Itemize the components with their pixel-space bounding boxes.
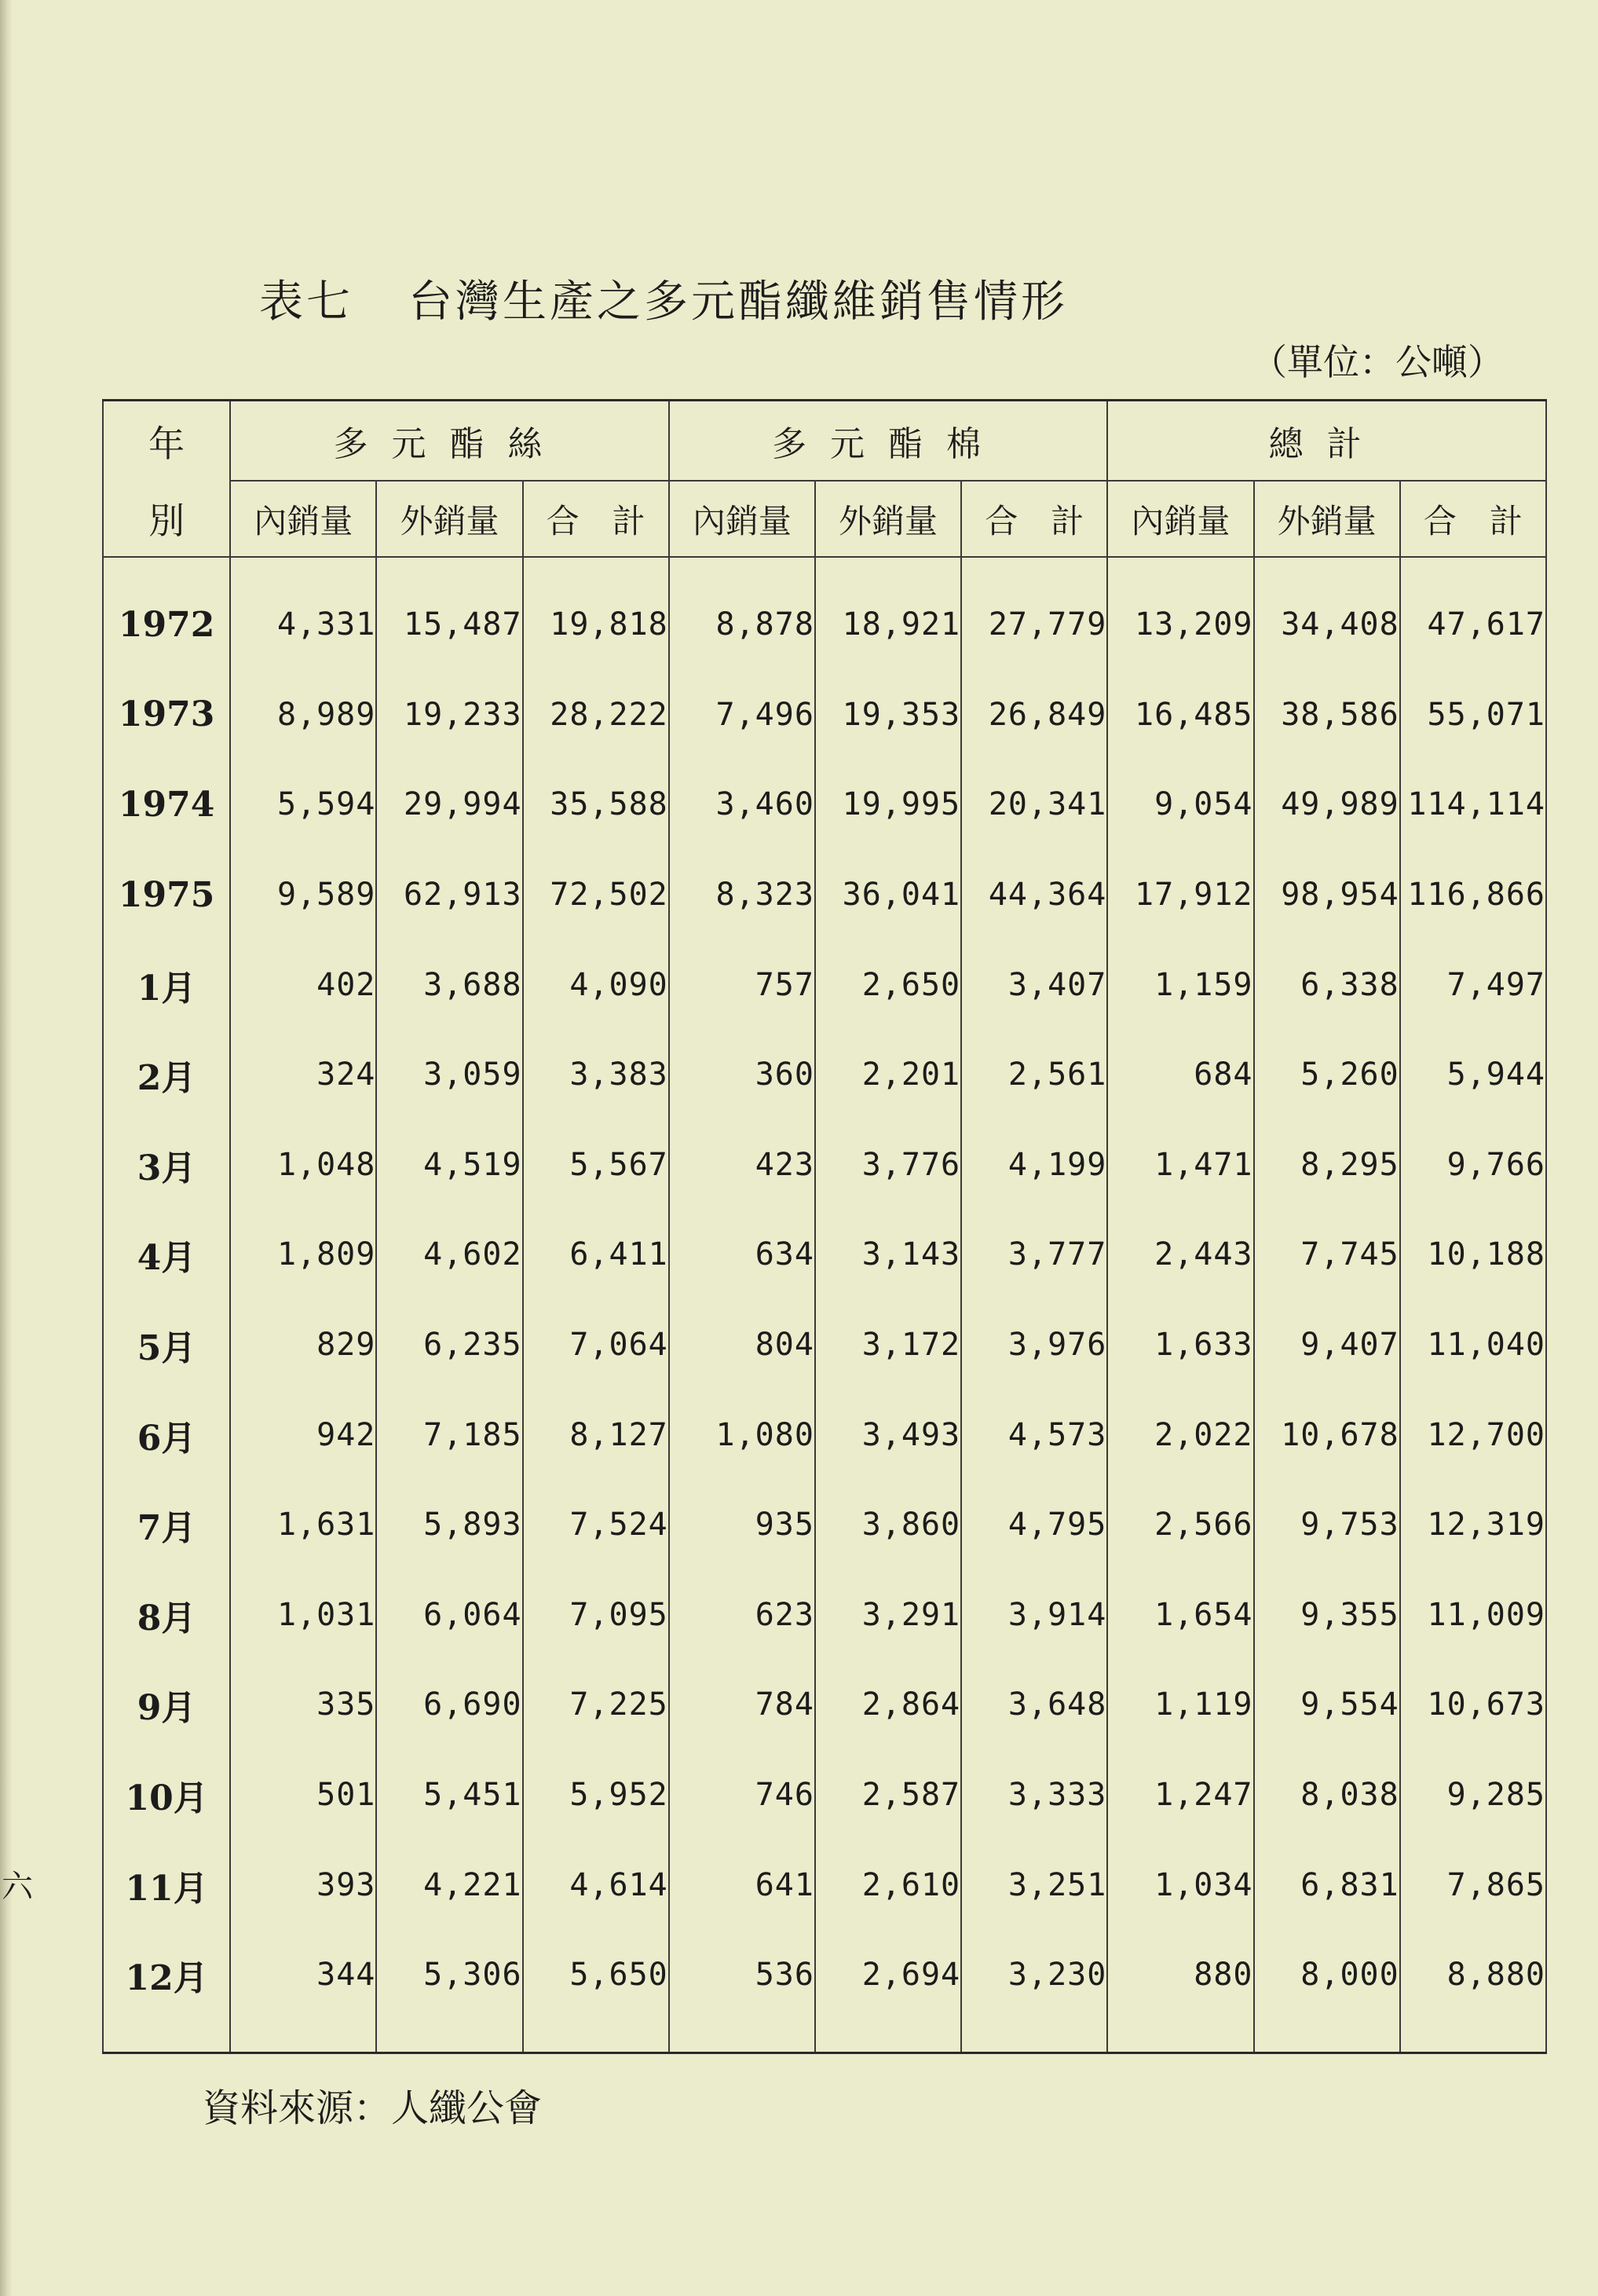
table-header	[103, 401, 1546, 558]
table-row	[103, 1390, 1546, 1480]
table-row	[103, 1210, 1546, 1300]
table-cell: 829	[230, 1300, 376, 1390]
unit-label: （單位：公噸）	[1251, 341, 1504, 383]
row-label: 6月	[103, 1390, 230, 1480]
sub-header: 外銷量	[376, 481, 522, 557]
table-cell: 3,688	[376, 939, 522, 1030]
table-cell: 9,766	[1400, 1120, 1546, 1210]
sub-header: 合 計	[1400, 481, 1546, 557]
table-cell: 784	[669, 1660, 815, 1750]
table-cell: 1,471	[1107, 1120, 1253, 1210]
table-cell: 3,230	[961, 1930, 1107, 2020]
table-cell: 12,319	[1400, 1480, 1546, 1570]
table-cell: 501	[230, 1750, 376, 1840]
table-cell: 1,809	[230, 1210, 376, 1300]
table-cell: 9,753	[1254, 1480, 1400, 1570]
table-cell: 29,994	[376, 760, 522, 850]
table-cell: 3,333	[961, 1750, 1107, 1840]
empty-cell	[1400, 2020, 1546, 2053]
table-cell: 9,054	[1107, 760, 1253, 850]
table-cell: 5,567	[523, 1120, 669, 1210]
table-cell: 27,779	[961, 557, 1107, 670]
group-header-total: 總計	[1107, 401, 1546, 482]
table-cell: 4,614	[523, 1840, 669, 1930]
table-cell: 1,034	[1107, 1840, 1253, 1930]
row-label: 8月	[103, 1570, 230, 1661]
table-cell: 8,000	[1254, 1930, 1400, 2020]
table-cell: 6,411	[523, 1210, 669, 1300]
table-cell: 1,119	[1107, 1660, 1253, 1750]
table-cell: 3,383	[523, 1030, 669, 1120]
table-cell: 20,341	[961, 760, 1107, 850]
table-cell: 34,408	[1254, 557, 1400, 670]
table-cell: 7,745	[1254, 1210, 1400, 1300]
table-cell: 935	[669, 1480, 815, 1570]
row-label: 1973	[103, 670, 230, 760]
table-cell: 804	[669, 1300, 815, 1390]
table-cell: 7,225	[523, 1660, 669, 1750]
table-cell: 8,989	[230, 670, 376, 760]
table-cell: 36,041	[815, 850, 961, 940]
row-label: 5月	[103, 1300, 230, 1390]
table-cell: 12,700	[1400, 1390, 1546, 1480]
sub-header: 內銷量	[230, 481, 376, 557]
table-cell: 116,866	[1400, 850, 1546, 940]
table-cell: 6,831	[1254, 1840, 1400, 1930]
table-cell: 5,650	[523, 1930, 669, 2020]
table-cell: 7,865	[1400, 1840, 1546, 1930]
sub-header: 內銷量	[669, 481, 815, 557]
table-cell: 2,566	[1107, 1480, 1253, 1570]
table-row	[103, 1480, 1546, 1570]
row-label: 10月	[103, 1750, 230, 1840]
table-cell: 684	[1107, 1030, 1253, 1120]
table-cell: 10,673	[1400, 1660, 1546, 1750]
row-label: 3月	[103, 1120, 230, 1210]
table-row	[103, 1750, 1546, 1840]
table-cell: 746	[669, 1750, 815, 1840]
table-cell: 344	[230, 1930, 376, 2020]
year-header-top: 年	[103, 401, 230, 482]
table-cell: 9,407	[1254, 1300, 1400, 1390]
table-cell: 13,209	[1107, 557, 1253, 670]
table-cell: 44,364	[961, 850, 1107, 940]
table-cell: 1,080	[669, 1390, 815, 1480]
table-cell: 8,038	[1254, 1750, 1400, 1840]
table-cell: 3,172	[815, 1300, 961, 1390]
empty-cell	[815, 2020, 961, 2053]
sub-header: 內銷量	[1107, 481, 1253, 557]
table-cell: 10,678	[1254, 1390, 1400, 1480]
table-cell: 4,199	[961, 1120, 1107, 1210]
table-cell: 942	[230, 1390, 376, 1480]
table-cell: 4,331	[230, 557, 376, 670]
table-cell: 7,095	[523, 1570, 669, 1661]
table-cell: 3,291	[815, 1570, 961, 1661]
page-number: 六	[2, 1869, 33, 1905]
table-number: 表七	[259, 276, 353, 328]
table-cell: 8,295	[1254, 1120, 1400, 1210]
table-cell: 9,589	[230, 850, 376, 940]
table-cell: 641	[669, 1840, 815, 1930]
table-cell: 47,617	[1400, 557, 1546, 670]
group-header-staple: 多元酯棉	[669, 401, 1108, 482]
table-cell: 402	[230, 939, 376, 1030]
table-cell: 26,849	[961, 670, 1107, 760]
empty-cell	[961, 2020, 1107, 2053]
table-cell: 4,795	[961, 1480, 1107, 1570]
table-cell: 1,247	[1107, 1750, 1253, 1840]
table-cell: 757	[669, 939, 815, 1030]
table-cell: 3,059	[376, 1030, 522, 1120]
table-row	[103, 557, 1546, 670]
table-cell: 114,114	[1400, 760, 1546, 850]
table-cell: 5,451	[376, 1750, 522, 1840]
row-label: 4月	[103, 1210, 230, 1300]
sub-header: 外銷量	[1254, 481, 1400, 557]
table-cell: 634	[669, 1210, 815, 1300]
row-label: 2月	[103, 1030, 230, 1120]
empty-cell	[1254, 2020, 1400, 2053]
table-cell: 3,493	[815, 1390, 961, 1480]
table-cell: 4,519	[376, 1120, 522, 1210]
table-cell: 49,989	[1254, 760, 1400, 850]
table-cell: 3,776	[815, 1120, 961, 1210]
table-cell: 11,040	[1400, 1300, 1546, 1390]
table-cell: 15,487	[376, 557, 522, 670]
table-cell: 2,650	[815, 939, 961, 1030]
table-cell: 11,009	[1400, 1570, 1546, 1661]
table-cell: 623	[669, 1570, 815, 1661]
table-row	[103, 1030, 1546, 1120]
table-cell: 7,064	[523, 1300, 669, 1390]
table-cell: 55,071	[1400, 670, 1546, 760]
table-body	[103, 557, 1546, 2052]
table-cell: 9,355	[1254, 1570, 1400, 1661]
table-cell: 19,353	[815, 670, 961, 760]
table-cell: 2,864	[815, 1660, 961, 1750]
table-cell: 6,338	[1254, 939, 1400, 1030]
table-cell: 4,090	[523, 939, 669, 1030]
table-cell: 7,496	[669, 670, 815, 760]
source-note: 資料來源：人纖公會	[203, 2086, 543, 2130]
empty-cell	[376, 2020, 522, 2053]
table-row	[103, 1300, 1546, 1390]
sales-table	[102, 399, 1547, 2054]
table-cell: 5,306	[376, 1930, 522, 2020]
table-cell: 3,914	[961, 1570, 1107, 1661]
row-label: 1972	[103, 557, 230, 670]
table-cell: 10,188	[1400, 1210, 1546, 1300]
table-cell: 5,594	[230, 760, 376, 850]
table-cell: 880	[1107, 1930, 1253, 2020]
page-edge-shadow	[0, 0, 13, 2296]
table-cell: 1,633	[1107, 1300, 1253, 1390]
table-cell: 5,952	[523, 1750, 669, 1840]
table-cell: 1,048	[230, 1120, 376, 1210]
table-row	[103, 1570, 1546, 1661]
table-cell: 335	[230, 1660, 376, 1750]
table-cell: 2,561	[961, 1030, 1107, 1120]
table-row	[103, 850, 1546, 940]
table-cell: 324	[230, 1030, 376, 1120]
table-cell: 19,233	[376, 670, 522, 760]
row-label: 11月	[103, 1840, 230, 1930]
table-cell: 3,648	[961, 1660, 1107, 1750]
table-cell: 5,260	[1254, 1030, 1400, 1120]
table-cell: 2,201	[815, 1030, 961, 1120]
table-cell: 6,235	[376, 1300, 522, 1390]
table-cell: 360	[669, 1030, 815, 1120]
table-cell: 6,690	[376, 1660, 522, 1750]
table-row	[103, 1660, 1546, 1750]
table-cell: 3,407	[961, 939, 1107, 1030]
table-cell: 38,586	[1254, 670, 1400, 760]
table-row	[103, 939, 1546, 1030]
table-row	[103, 760, 1546, 850]
table-cell: 7,185	[376, 1390, 522, 1480]
group-header-filament: 多元酯絲	[230, 401, 669, 482]
table-cell: 4,221	[376, 1840, 522, 1930]
table-cell: 8,878	[669, 557, 815, 670]
table-cell: 8,323	[669, 850, 815, 940]
row-label: 1975	[103, 850, 230, 940]
table-cell: 1,159	[1107, 939, 1253, 1030]
table-cell: 393	[230, 1840, 376, 1930]
table-cell: 3,143	[815, 1210, 961, 1300]
table-cell: 19,818	[523, 557, 669, 670]
table-title-text: 台灣生產之多元酯纖維銷售情形	[408, 276, 1068, 328]
table-cell: 7,497	[1400, 939, 1546, 1030]
table-cell: 19,995	[815, 760, 961, 850]
table-cell: 2,022	[1107, 1390, 1253, 1480]
table-cell: 1,031	[230, 1570, 376, 1661]
row-label: 12月	[103, 1930, 230, 2020]
table-bottom-spacer	[103, 2020, 1546, 2053]
table-cell: 8,127	[523, 1390, 669, 1480]
sub-header: 外銷量	[815, 481, 961, 557]
table-cell: 3,860	[815, 1480, 961, 1570]
table-cell: 2,443	[1107, 1210, 1253, 1300]
table-cell: 62,913	[376, 850, 522, 940]
empty-cell	[103, 2020, 230, 2053]
table-row	[103, 1120, 1546, 1210]
empty-cell	[230, 2020, 376, 2053]
row-label: 7月	[103, 1480, 230, 1570]
table-row	[103, 1840, 1546, 1930]
table-cell: 72,502	[523, 850, 669, 940]
table-cell: 5,944	[1400, 1030, 1546, 1120]
table-cell: 2,694	[815, 1930, 961, 2020]
empty-cell	[669, 2020, 815, 2053]
sub-header: 合 計	[523, 481, 669, 557]
table-cell: 1,654	[1107, 1570, 1253, 1661]
table-cell: 16,485	[1107, 670, 1253, 760]
table-cell: 9,554	[1254, 1660, 1400, 1750]
table-cell: 7,524	[523, 1480, 669, 1570]
table-cell: 2,610	[815, 1840, 961, 1930]
table-cell: 2,587	[815, 1750, 961, 1840]
table-cell: 3,460	[669, 760, 815, 850]
table-row	[103, 1930, 1546, 2020]
table-cell: 1,631	[230, 1480, 376, 1570]
table-cell: 9,285	[1400, 1750, 1546, 1840]
table-title	[259, 267, 1068, 330]
row-label: 9月	[103, 1660, 230, 1750]
year-header-bottom: 別	[103, 481, 230, 557]
table-cell: 6,064	[376, 1570, 522, 1661]
table-cell: 423	[669, 1120, 815, 1210]
table-cell: 8,880	[1400, 1930, 1546, 2020]
table-cell: 35,588	[523, 760, 669, 850]
table-cell: 4,573	[961, 1390, 1107, 1480]
table-cell: 98,954	[1254, 850, 1400, 940]
table-cell: 17,912	[1107, 850, 1253, 940]
table-cell: 4,602	[376, 1210, 522, 1300]
table-cell: 3,777	[961, 1210, 1107, 1300]
table-cell: 536	[669, 1930, 815, 2020]
table-cell: 18,921	[815, 557, 961, 670]
table-cell: 5,893	[376, 1480, 522, 1570]
table-cell: 3,251	[961, 1840, 1107, 1930]
table-cell: 28,222	[523, 670, 669, 760]
row-label: 1974	[103, 760, 230, 850]
table-row	[103, 670, 1546, 760]
sub-header: 合 計	[961, 481, 1107, 557]
empty-cell	[523, 2020, 669, 2053]
empty-cell	[1107, 2020, 1253, 2053]
row-label: 1月	[103, 939, 230, 1030]
table-cell: 3,976	[961, 1300, 1107, 1390]
